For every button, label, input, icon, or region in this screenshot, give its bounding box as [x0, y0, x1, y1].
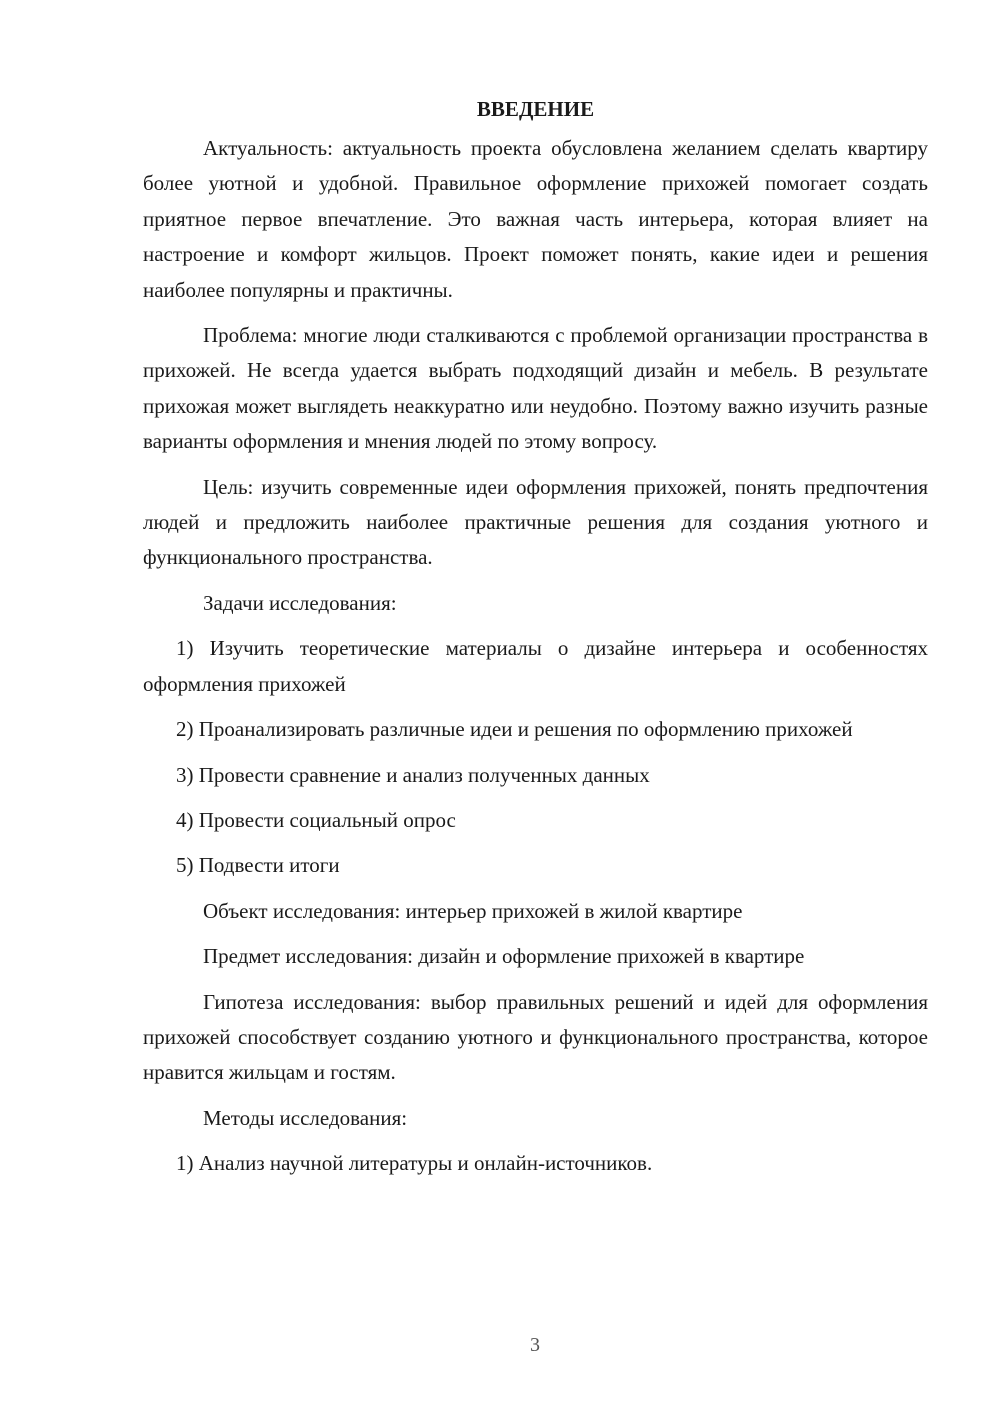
method-item-1: 1) Анализ научной литературы и онлайн-источников. — [176, 1151, 653, 1176]
paragraph-relevance: Актуальность: актуальность проекта обусловлена желанием сделать квартиру более уютной и удобной. Правильное оформление прихожей помогает создать приятное первое впечатление. Это важная часть интерьера, которая влияет на настроение и комфорт жильцов. Проект поможет понять, какие идеи и решения наиболее популярны и практичны. — [143, 136, 928, 302]
paragraph-subject: Предмет исследования: дизайн и оформление прихожей в квартире — [203, 944, 805, 969]
task-item-2: 2) Проанализировать различные идеи и решения по оформлению прихожей — [176, 717, 853, 742]
paragraph-hypothesis: Гипотеза исследования: выбор правильных решений и идей для оформления прихожей способствует созданию уютного и функционального пространства, которое нравится жильцам и гостям. — [143, 989, 928, 1085]
paragraph-methods-heading: Методы исследования: — [203, 1105, 408, 1130]
task-item-3: 3) Провести сравнение и анализ полученных данных — [176, 762, 650, 787]
paragraph-problem: Проблема: многие люди сталкиваются с проблемой организации пространства в прихожей. Не всегда удается выбрать подходящий дизайн и мебель. В результате прихожая может выглядеть неаккуратно или неудобно. Поэтому важно изучить разные варианты оформления и мнения людей по этому вопросу. — [143, 323, 928, 454]
task-item-1: 1) Изучить теоретические материалы о дизайне интерьера и особенностях оформления прихожей — [143, 636, 928, 696]
task-item-4: 4) Провести социальный опрос — [176, 807, 456, 832]
section-title: ВВЕДЕНИЕ — [476, 97, 595, 121]
paragraph-tasks-heading: Задачи исследования: — [203, 590, 397, 615]
document-page — [143, 92, 928, 1192]
paragraph-object: Объект исследования: интерьер прихожей в жилой квартире — [203, 898, 743, 923]
page-number: 3 — [530, 1334, 540, 1356]
task-item-5: 5) Подвести итоги — [176, 853, 340, 878]
paragraph-goal: Цель: изучить современные идеи оформления прихожей, понять предпочтения людей и предложить наиболее практичные решения для создания уютного и функционального пространства. — [143, 474, 928, 570]
